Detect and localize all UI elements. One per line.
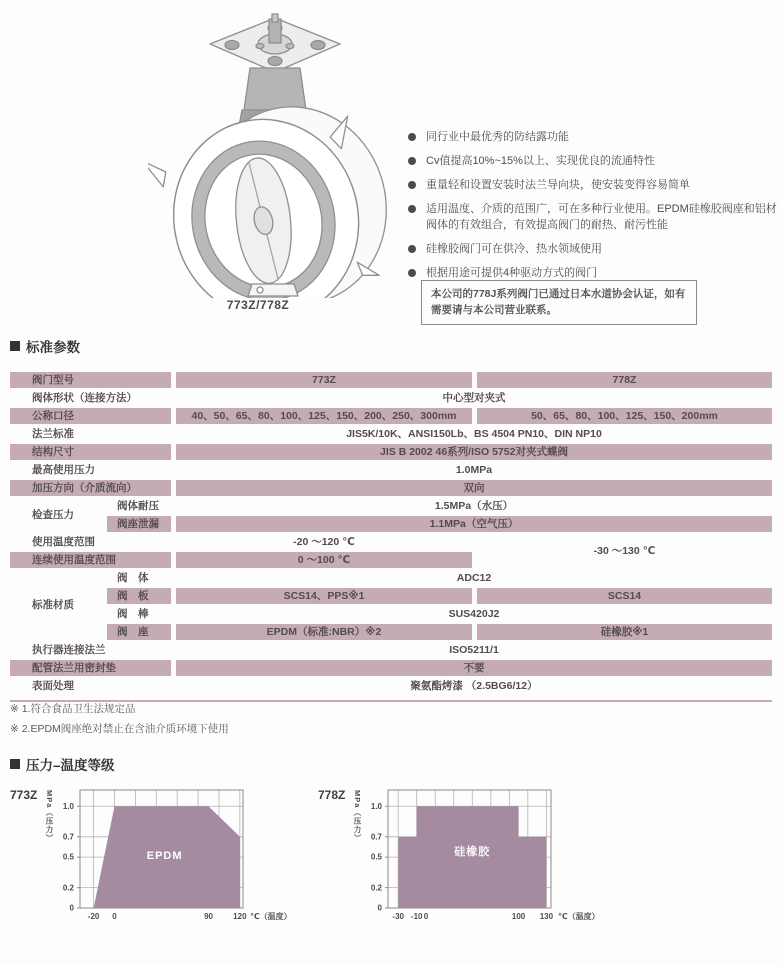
footnote: ※ 1.符合食品卫生法规定品 — [10, 703, 136, 715]
table-row — [10, 390, 772, 406]
bullet-icon — [408, 269, 416, 277]
footnote: ※ 2.EPDM阀座绝对禁止在含油介质环境下使用 — [10, 723, 229, 735]
table-row — [10, 516, 772, 532]
svg-text:EPDM: EPDM — [146, 850, 183, 863]
spec-label: 公称口径 — [10, 408, 171, 424]
spec-label: 标准材质 — [32, 598, 74, 611]
spec-sublabel: 阀 板 — [107, 588, 171, 604]
spec-sublabel: 阀 棒 — [117, 607, 149, 620]
table-row — [10, 660, 772, 676]
square-bullet-icon — [10, 341, 20, 351]
spec-value: 聚氨酯烤漆 （2.5BG6/12） — [410, 679, 538, 692]
spec-value: SCS14、PPS※1 — [176, 588, 472, 604]
feature-text: 硅橡胶阀门可在供冷、热水领域使用 — [426, 242, 602, 255]
spec-label: 法兰标准 — [32, 427, 74, 440]
spec-value: 1.0MPa — [455, 463, 493, 476]
spec-value: 773Z — [176, 372, 472, 388]
spec-label: 检查压力 — [32, 508, 74, 521]
table-row — [10, 462, 772, 478]
svg-text:0.2: 0.2 — [370, 883, 382, 893]
chart-plot-area — [10, 786, 310, 934]
feature-list — [408, 130, 780, 290]
spec-label: 执行器连接法兰 — [32, 643, 106, 656]
spec-value: ISO5211/1 — [449, 643, 499, 656]
spec-value: 50、65、80、100、125、150、200mm — [477, 408, 772, 424]
svg-text:-30: -30 — [392, 912, 404, 921]
table-row — [10, 588, 772, 604]
spec-table — [5, 370, 777, 696]
chart-y-axis-label: MPa（压力） — [45, 790, 54, 843]
svg-text:130: 130 — [539, 912, 554, 921]
square-bullet-icon — [10, 759, 20, 769]
spec-table-container — [10, 372, 772, 696]
spec-label: 最高使用压力 — [32, 463, 95, 476]
feature-text: 重量轻和设置安装时法兰导向块，使安装变得容易简单 — [426, 178, 690, 191]
bullet-icon — [408, 157, 416, 165]
pt-chart-773z — [10, 784, 310, 949]
spec-value: SUS420J2 — [448, 607, 500, 620]
spec-sublabel: 阀 座 — [107, 624, 171, 640]
figure-caption: 773Z/778Z — [226, 298, 290, 312]
bullet-icon — [408, 205, 416, 213]
feature-item — [408, 130, 780, 146]
table-row — [10, 480, 772, 496]
spec-label: 结构尺寸 — [10, 444, 171, 460]
feature-text: 适用温度、介质的范围广，可在多种行业使用。EPDM硅橡胶阀座和铝材阀体的有效组合，有效提高阀门的耐热、耐污性能 — [426, 202, 777, 231]
spec-sublabel: 阀 体 — [117, 571, 149, 584]
feature-item — [408, 154, 780, 170]
svg-text:120: 120 — [233, 912, 247, 921]
section-title-standard-params — [10, 336, 80, 356]
svg-text:0: 0 — [69, 903, 74, 913]
spec-label: 使用温度范围 — [32, 535, 95, 548]
svg-text:90: 90 — [204, 912, 213, 921]
feature-item — [408, 242, 780, 258]
feature-text: 根据用途可提供4种驱动方式的阀门 — [426, 266, 598, 279]
table-row — [10, 606, 772, 622]
spec-value: 硅橡胶※1 — [477, 624, 772, 640]
table-row — [10, 444, 772, 460]
svg-text:0: 0 — [377, 903, 382, 913]
svg-text:0: 0 — [112, 912, 117, 921]
svg-text:0.2: 0.2 — [62, 883, 74, 893]
svg-text:0.5: 0.5 — [370, 852, 382, 862]
bullet-icon — [408, 181, 416, 189]
chart-title: 773Z — [10, 788, 38, 802]
feature-text: Cv值提高10%~15%以上、实现优良的流通特性 — [426, 154, 655, 167]
table-row — [10, 570, 772, 586]
valve-technical-drawing-icon — [148, 6, 402, 298]
bullet-icon — [408, 245, 416, 253]
section-title-pt-rating — [10, 754, 115, 774]
pt-chart-778z — [318, 784, 618, 949]
chart-plot-area — [318, 786, 618, 934]
chart-title: 778Z — [318, 788, 346, 802]
table-row — [10, 372, 772, 388]
spec-value: 1.1MPa（空气压） — [176, 516, 772, 532]
spec-label: 加压方向（介质流向） — [10, 480, 171, 496]
spec-label: 连续使用温度范围 — [10, 552, 171, 568]
svg-text:0.7: 0.7 — [62, 832, 74, 842]
svg-text:℃（温度）: ℃（温度） — [250, 912, 292, 921]
table-row — [10, 678, 772, 694]
chart-y-axis-label: MPa（压力） — [353, 790, 362, 843]
feature-item — [408, 178, 780, 194]
svg-text:1.0: 1.0 — [62, 801, 74, 811]
feature-item — [408, 202, 780, 234]
svg-text:℃（温度）: ℃（温度） — [558, 912, 600, 921]
svg-text:0.7: 0.7 — [370, 832, 382, 842]
spec-value: 778Z — [477, 372, 772, 388]
spec-label: 表面处理 — [32, 679, 74, 692]
svg-text:0: 0 — [423, 912, 429, 921]
svg-text:1.0: 1.0 — [370, 801, 382, 811]
spec-value: -30 ～130 ℃ — [593, 544, 656, 557]
table-row — [10, 624, 772, 640]
spec-value: 1.5MPa（水压） — [434, 499, 514, 512]
spec-value: 40、50、65、80、100、125、150、200、250、300mm — [176, 408, 472, 424]
svg-text:硅橡胶: 硅橡胶 — [454, 846, 491, 859]
feature-text: 同行业中最优秀的防结露功能 — [426, 131, 569, 143]
spec-value: JIS B 2002 46系列/ISO 5752对夹式蝶阀 — [176, 444, 772, 460]
spec-label: 阀体形状（连接方法） — [32, 391, 137, 404]
spec-sublabel: 阀体耐压 — [117, 499, 159, 512]
spec-value: 不要 — [176, 660, 772, 676]
spec-value: 中心型对夹式 — [442, 391, 506, 404]
spec-value: EPDM（标准:NBR）※2 — [176, 624, 472, 640]
table-row — [10, 426, 772, 442]
spec-value: -20 ～120 ℃ — [293, 535, 355, 548]
svg-text:100: 100 — [511, 912, 526, 921]
table-row — [10, 642, 772, 658]
table-row — [10, 408, 772, 424]
footnotes — [10, 701, 229, 741]
spec-sublabel: 阀座泄漏 — [107, 516, 171, 532]
table-row — [10, 498, 772, 514]
section-title-text: 标准参数 — [26, 340, 80, 355]
spec-label: 阀门型号 — [10, 372, 171, 388]
spec-value: 双向 — [176, 480, 772, 496]
svg-text:-10: -10 — [410, 912, 423, 921]
certification-notice-box: 本公司的778J系列阀门已通过日本水道协会认证，如有需要请与本公司营业联系。 — [421, 280, 697, 325]
bullet-icon — [408, 133, 416, 141]
table-row — [10, 534, 772, 550]
spec-value: SCS14 — [477, 588, 772, 604]
spec-value: 0 ～100 ℃ — [176, 552, 472, 568]
svg-text:-20: -20 — [87, 912, 100, 921]
spec-value: JIS5K/10K、ANSI150Lb、BS 4504 PN10、DIN NP10 — [346, 427, 602, 440]
svg-text:0.5: 0.5 — [62, 852, 74, 862]
spec-value: ADC12 — [456, 571, 492, 584]
section-title-text: 压力–温度等级 — [26, 758, 115, 773]
valve-figure — [148, 6, 402, 316]
spec-label: 配管法兰用密封垫 — [10, 660, 171, 676]
